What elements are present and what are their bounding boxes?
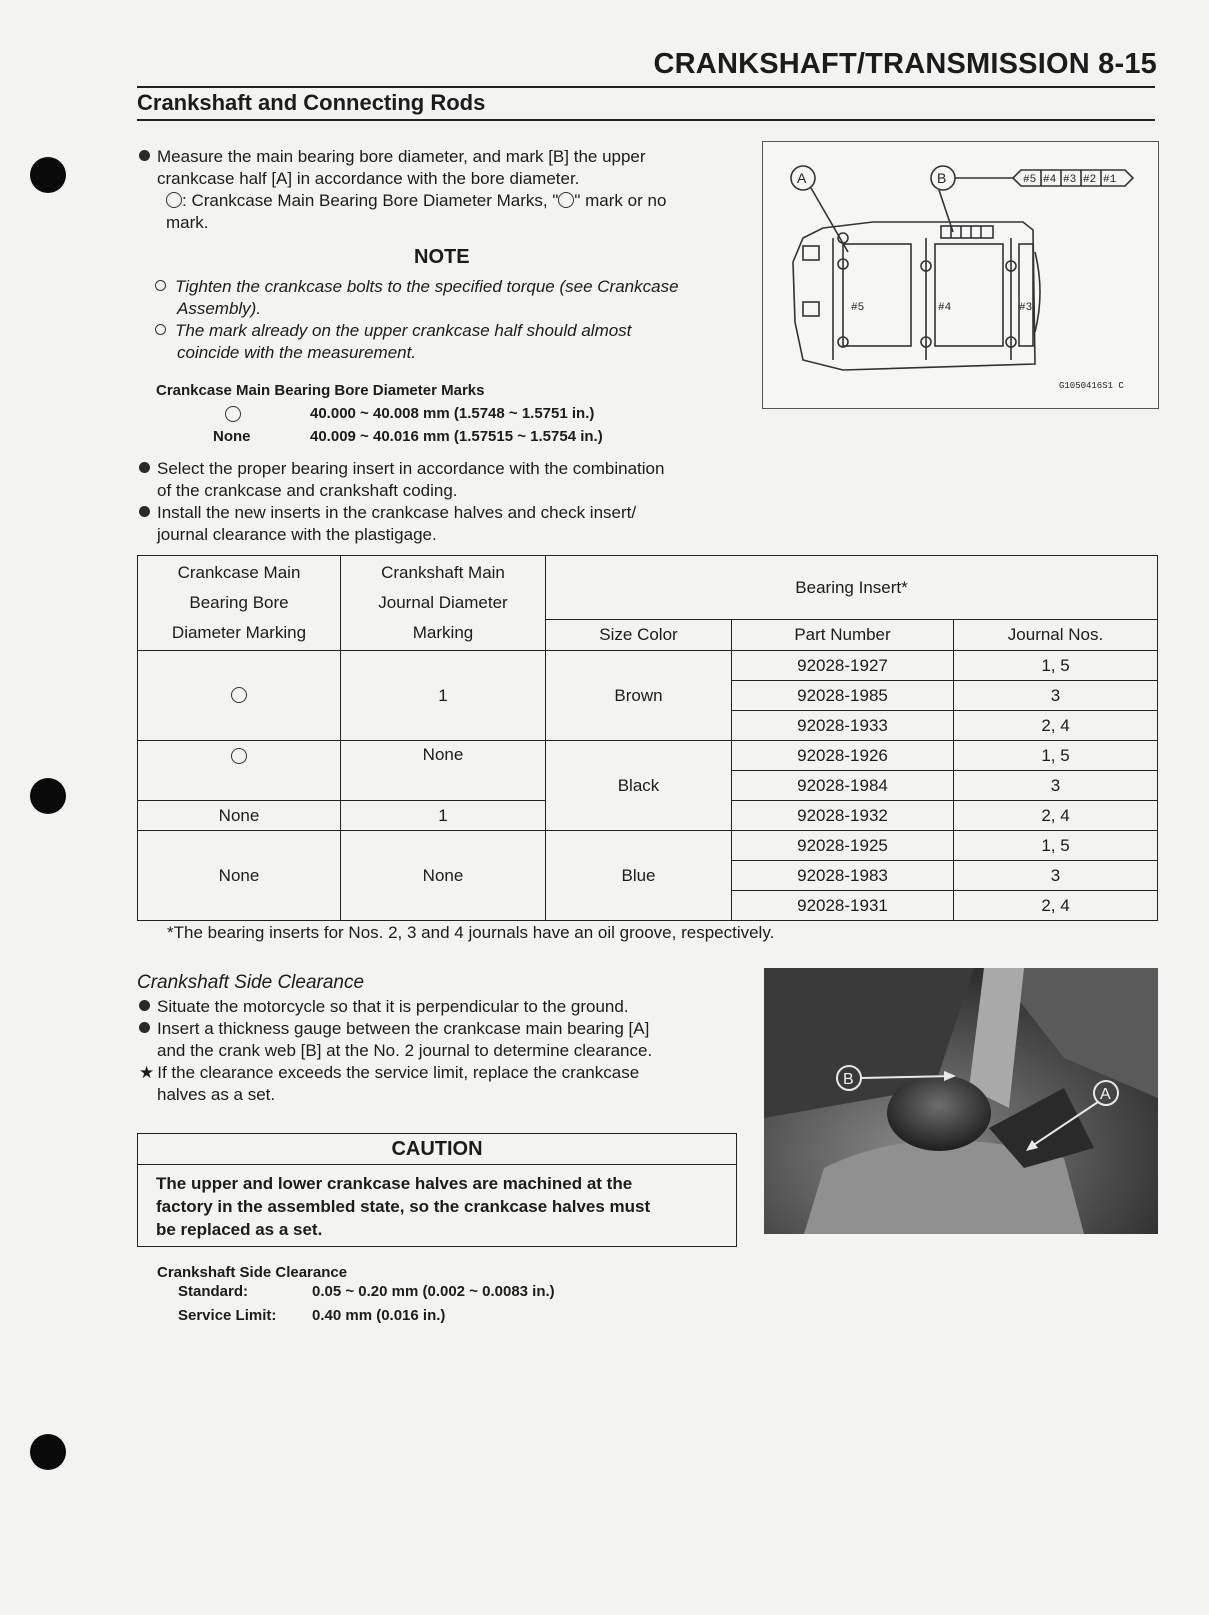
- cell-part-number: 92028-1926: [732, 741, 954, 771]
- measure-paragraph: Measure the main bearing bore diameter, and mark [B] the upper crankcase half [A] in accordance with the bore diameter. : Crankcase Main Bearing Bore Diameter Marks, " " mark or no mark.: [139, 146, 734, 234]
- table-row: [138, 741, 1158, 771]
- hollow-bullet-icon: [155, 280, 166, 291]
- caution-body: The upper and lower crankcase halves are machined at the factory in the assembled state, so the crankcase halves must be replaced as a set.: [156, 1174, 651, 1239]
- bore-mark-row1-value: 40.000 ~ 40.008 mm (1.5748 ~ 1.5751 in.): [310, 405, 595, 422]
- cell-size-color: Brown: [546, 651, 732, 741]
- mark-1: #1: [1103, 174, 1117, 186]
- photo-drawing: [764, 968, 1158, 1234]
- section-title: Crankshaft and Connecting Rods: [137, 90, 486, 115]
- circle-mark-icon: [558, 192, 574, 208]
- cell-part-number: 92028-1985: [732, 681, 954, 711]
- table-footnote: *The bearing inserts for Nos. 2, 3 and 4 journals have an oil groove, respectively.: [167, 923, 775, 942]
- header-journal-nos: Journal Nos.: [954, 620, 1158, 651]
- standard-label: Standard:: [178, 1283, 249, 1300]
- select-install-paragraph: Select the proper bearing insert in accordance with the combination of the crankcase and crankshaft coding. Install the new inserts in the crankcase halves and check insert/ journal clearance with the plastigage.: [139, 458, 739, 546]
- cell-journal-nos: 2, 4: [954, 711, 1158, 741]
- circle-mark-icon: [166, 192, 182, 208]
- crankcase-drawing: [763, 142, 1158, 408]
- bearing-insert-table: [137, 555, 1158, 921]
- cell-part-number: 92028-1927: [732, 651, 954, 681]
- service-limit-label: Service Limit:: [178, 1307, 277, 1324]
- cell-part-number: 92028-1984: [732, 771, 954, 801]
- table-row: [138, 831, 1158, 861]
- cell-journal-nos: 3: [954, 861, 1158, 891]
- bullet-icon: [139, 462, 150, 473]
- journal-4-label: #4: [938, 302, 952, 314]
- bullet-icon: [139, 1000, 150, 1011]
- cell-journal-marking: 1: [341, 801, 546, 831]
- mark-4: #4: [1043, 174, 1057, 186]
- bullet-icon: [139, 1022, 150, 1033]
- cell-journal-marking: None: [341, 831, 546, 921]
- bore-marks-title: Crankcase Main Bearing Bore Diameter Marks: [156, 382, 485, 399]
- cell-part-number: 92028-1925: [732, 831, 954, 861]
- cell-bore-marking: [138, 651, 341, 741]
- label-a: A: [797, 170, 807, 186]
- bore-mark-row2-value: 40.009 ~ 40.016 mm (1.57515 ~ 1.5754 in.): [310, 428, 603, 445]
- cell-journal-nos: 3: [954, 681, 1158, 711]
- page-header: CRANKSHAFT/TRANSMISSION 8-15: [653, 48, 1157, 80]
- note-title: NOTE: [414, 246, 470, 268]
- cell-journal-nos: 1, 5: [954, 831, 1158, 861]
- cell-journal-nos: 2, 4: [954, 891, 1158, 921]
- header-part-number: Part Number: [732, 620, 954, 651]
- cell-part-number: 92028-1983: [732, 861, 954, 891]
- binder-hole: [30, 778, 66, 814]
- circle-mark-icon: [225, 406, 241, 422]
- header-rule: [137, 86, 1155, 88]
- circle-mark-icon: [231, 748, 247, 764]
- side-clearance-title: Crankshaft Side Clearance: [137, 972, 365, 993]
- bullet-icon: [139, 150, 150, 161]
- photo-label-a: A: [1100, 1086, 1111, 1103]
- clearance-spec-title: Crankshaft Side Clearance: [157, 1264, 348, 1281]
- bore-mark-circle: [225, 406, 241, 424]
- side-clearance-photo: [764, 968, 1158, 1234]
- photo-label-b: B: [843, 1071, 854, 1088]
- section-rule: [137, 119, 1155, 121]
- table-row: [138, 651, 1158, 681]
- cell-part-number: 92028-1931: [732, 891, 954, 921]
- cell-journal-nos: 1, 5: [954, 651, 1158, 681]
- table-header-row: [138, 556, 1158, 620]
- cell-part-number: 92028-1933: [732, 711, 954, 741]
- label-b: B: [937, 170, 947, 186]
- cell-journal-marking: 1: [341, 651, 546, 741]
- journal-3-label: #3: [1019, 302, 1033, 314]
- cell-bore-marking: [138, 741, 341, 801]
- circle-mark-icon: [231, 687, 247, 703]
- hollow-bullet-icon: [155, 324, 166, 335]
- cell-journal-marking: None: [341, 741, 546, 801]
- mark-5: #5: [1023, 174, 1037, 186]
- bore-mark-row2-label: None: [213, 428, 251, 445]
- binder-hole: [30, 157, 66, 193]
- caution-title: CAUTION: [138, 1134, 736, 1165]
- star-icon: ★: [139, 1063, 155, 1082]
- cell-journal-nos: 1, 5: [954, 741, 1158, 771]
- header-size-color: Size Color: [546, 620, 732, 651]
- standard-value: 0.05 ~ 0.20 mm (0.002 ~ 0.0083 in.): [312, 1283, 555, 1300]
- cell-journal-nos: 2, 4: [954, 801, 1158, 831]
- figure-code: G1050416S1 C: [1059, 381, 1124, 391]
- cell-part-number: 92028-1932: [732, 801, 954, 831]
- crankcase-diagram: [762, 141, 1159, 409]
- mark-2: #2: [1083, 174, 1097, 186]
- note-items: Tighten the crankcase bolts to the specified torque (see Crankcase Assembly). The mark already on the upper crankcase half should almost coincide with the measurement.: [155, 276, 735, 364]
- cell-size-color: Black: [546, 741, 732, 831]
- bullet-icon: [139, 506, 150, 517]
- cell-bore-marking: None: [138, 801, 341, 831]
- header-bore-marking: Crankcase Main Bearing Bore Diameter Marking: [138, 556, 341, 651]
- cell-size-color: Blue: [546, 831, 732, 921]
- journal-5-label: #5: [851, 302, 865, 314]
- service-limit-value: 0.40 mm (0.016 in.): [312, 1307, 446, 1324]
- header-bearing-insert: Bearing Insert*: [546, 556, 1158, 620]
- mark-3: #3: [1063, 174, 1077, 186]
- binder-hole: [30, 1434, 66, 1470]
- side-clearance-steps: Situate the motorcycle so that it is perpendicular to the ground. Insert a thickness gauge between the crankcase main bearing [A] and the crank web [B] at the No. 2 journal to determine clearance. ★ If the clearance exceeds the service limit, replace the crankcase halves as a set.: [139, 997, 653, 1104]
- cell-journal-nos: 3: [954, 771, 1158, 801]
- cell-bore-marking: None: [138, 831, 341, 921]
- header-journal-marking: Crankshaft Main Journal Diameter Marking: [341, 556, 546, 651]
- caution-box: [137, 1133, 737, 1247]
